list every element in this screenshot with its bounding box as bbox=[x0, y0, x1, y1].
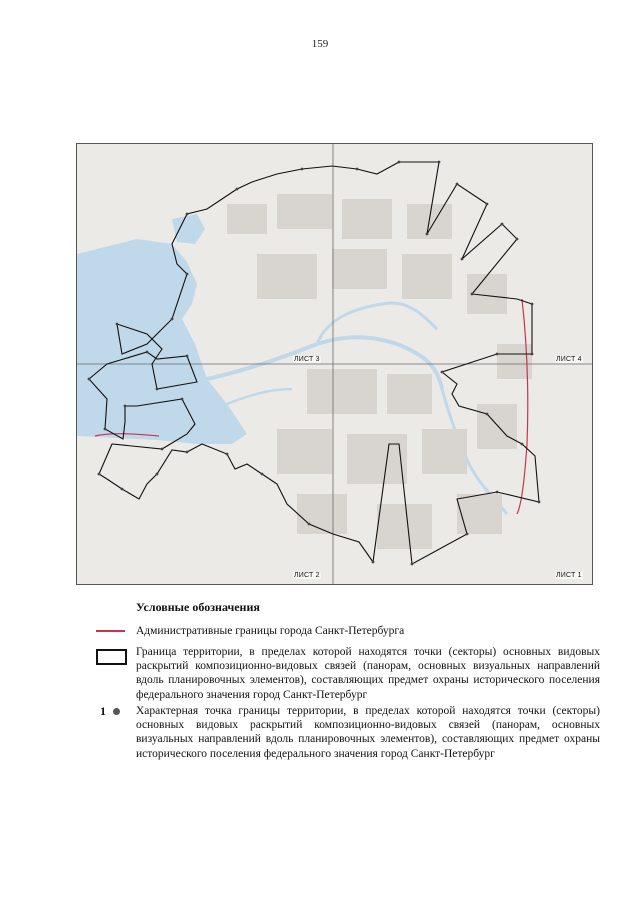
page-number: 159 bbox=[311, 38, 329, 50]
legend-title: Условные обозначения bbox=[136, 600, 260, 614]
legend-item-characteristic-point bbox=[96, 704, 600, 784]
legend-item-territory-boundary bbox=[96, 645, 600, 705]
point-dot-icon bbox=[113, 708, 120, 715]
map-canvas[interactable] bbox=[77, 144, 592, 584]
point-number: 1 bbox=[100, 704, 106, 718]
legend-item-admin-boundary bbox=[96, 624, 600, 640]
sheet-label-4: ЛИСТ 4 bbox=[556, 356, 582, 363]
map-panel[interactable] bbox=[76, 143, 593, 585]
box-symbol bbox=[96, 649, 127, 665]
red-line-symbol bbox=[96, 630, 125, 632]
sheet-label-2: ЛИСТ 2 bbox=[294, 572, 320, 579]
legend-text: Характерная точка границы территории, в пределах которой находятся точки (секторы) основных видовых раскрытий композиционно-видовых связей (панорам, основных визуальных направлений вдоль планировочных элементов), составляющих предмет охраны исторического поселения федерального значения город Санкт-Петербург bbox=[136, 705, 600, 760]
sheet-label-1: ЛИСТ 1 bbox=[556, 572, 582, 579]
legend-text: Административные границы города Санкт-Петербурга bbox=[136, 625, 405, 637]
legend-text: Граница территории, в пределах которой находятся точки (секторы) основных видовых раскрытий композиционно-видовых связей (панорам, основных визуальных направлений вдоль планировочных элементов), составляющих предмет охраны исторического поселения федерального значения город Санкт-Петербург bbox=[136, 646, 600, 701]
sheet-label-3: ЛИСТ 3 bbox=[294, 356, 320, 363]
